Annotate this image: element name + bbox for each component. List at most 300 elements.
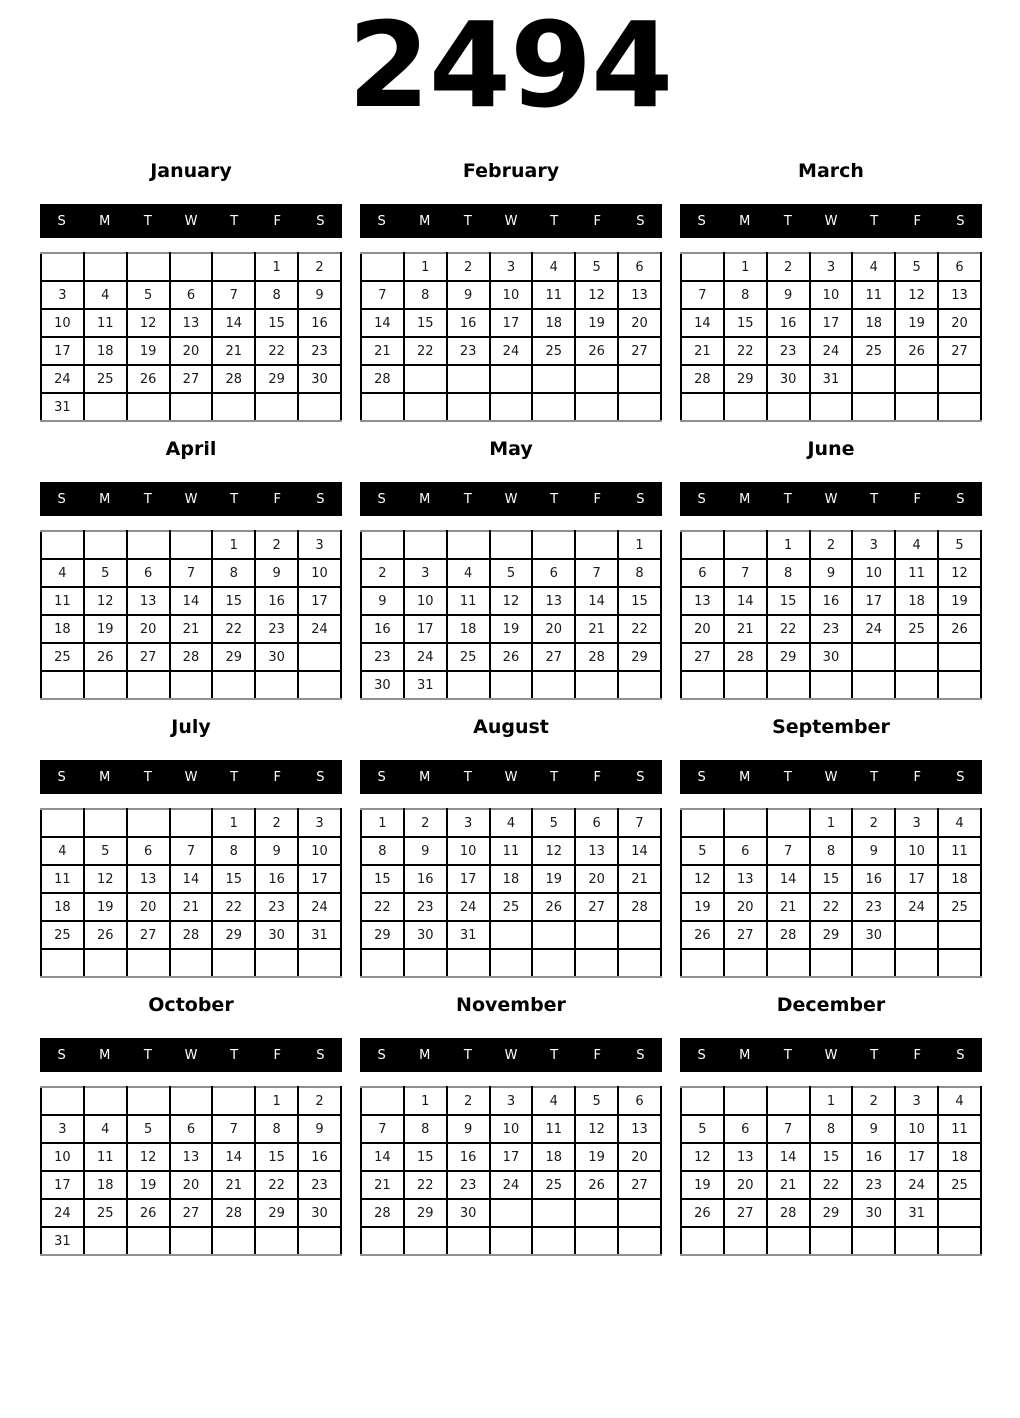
day-cell: 8 [255,281,298,309]
day-cell: 2 [404,809,447,837]
week-row [41,865,341,893]
year-title: 2494 [347,0,673,134]
day-cell: 27 [938,337,981,365]
day-cell: 25 [938,1171,981,1199]
day-cell: 13 [618,1115,661,1143]
day-cell [724,949,767,977]
day-cell [810,949,853,977]
weekday-label: T [870,213,879,229]
day-cell: 31 [810,365,853,393]
day-cell: 7 [618,809,661,837]
day-cell: 3 [852,531,895,559]
day-cell [724,809,767,837]
day-cell: 23 [810,615,853,643]
day-cell: 19 [127,1171,170,1199]
day-cell: 11 [447,587,490,615]
day-cell: 4 [938,809,981,837]
day-cell [127,393,170,421]
day-cell: 26 [575,337,618,365]
day-cell [41,253,84,281]
week-row [681,393,981,421]
day-cell: 14 [767,865,810,893]
day-cell: 21 [575,615,618,643]
month-title: April [165,438,217,460]
week-row [681,281,981,309]
day-cell [575,1227,618,1255]
week-row [681,587,981,615]
day-cell: 22 [810,893,853,921]
weekday-label: F [593,213,602,229]
week-row [41,337,341,365]
month-block [360,716,662,978]
day-cell: 10 [41,309,84,337]
day-cell: 10 [490,281,533,309]
day-cell: 20 [170,337,213,365]
day-cell [41,809,84,837]
weekday-label: W [504,213,518,229]
month-block [40,716,342,978]
weekday-label: T [550,769,559,785]
day-cell: 21 [724,615,767,643]
day-cell: 22 [255,1171,298,1199]
day-cell: 28 [767,921,810,949]
month-title: July [171,716,211,738]
day-cell [532,1199,575,1227]
day-cell: 8 [255,1115,298,1143]
day-cell: 30 [298,365,341,393]
week-row [41,643,341,671]
day-cell: 4 [895,531,938,559]
day-cell [895,1227,938,1255]
day-cell: 4 [852,253,895,281]
day-cell [575,671,618,699]
day-cell: 27 [532,643,575,671]
day-cell: 20 [618,309,661,337]
weekday-header-bar [360,1038,662,1072]
day-cell: 2 [852,1087,895,1115]
weekday-header-bar [680,204,982,238]
day-cell [724,671,767,699]
week-row [41,1087,341,1115]
day-cell [490,949,533,977]
day-cell: 26 [532,893,575,921]
day-cell [127,671,170,699]
day-cell: 17 [895,1143,938,1171]
day-cell: 28 [724,643,767,671]
day-cell [852,671,895,699]
day-cell [618,1199,661,1227]
day-cell [575,531,618,559]
day-cell: 1 [255,1087,298,1115]
day-cell: 16 [447,1143,490,1171]
day-cell: 17 [41,337,84,365]
day-cell: 5 [575,1087,618,1115]
day-cell: 3 [490,253,533,281]
day-cell: 9 [852,1115,895,1143]
day-cell: 3 [895,809,938,837]
weekday-label: M [739,1047,751,1063]
day-cell [298,393,341,421]
day-cell: 3 [41,281,84,309]
month-title: March [798,160,864,182]
day-cell: 17 [404,615,447,643]
day-cell: 14 [575,587,618,615]
week-row [41,253,341,281]
day-cell: 24 [404,643,447,671]
day-cell: 16 [361,615,404,643]
day-cell: 16 [810,587,853,615]
day-cell: 19 [681,893,724,921]
month-block [40,160,342,422]
day-cell: 15 [212,587,255,615]
day-cell: 24 [490,337,533,365]
day-cell: 25 [41,643,84,671]
day-cell: 29 [810,1199,853,1227]
day-cell: 18 [852,309,895,337]
day-cell: 23 [361,643,404,671]
week-row [41,365,341,393]
day-cell: 6 [724,1115,767,1143]
day-cell: 28 [212,1199,255,1227]
weekday-label: F [913,491,922,507]
day-cell: 2 [361,559,404,587]
week-row [361,921,661,949]
day-cell: 8 [212,559,255,587]
day-cell: 3 [41,1115,84,1143]
day-cell: 15 [212,865,255,893]
weekday-label: T [463,491,472,507]
weekday-label: S [316,769,325,785]
day-cell: 16 [447,309,490,337]
day-cell: 6 [618,253,661,281]
weekday-label: W [824,491,838,507]
day-cell [361,949,404,977]
day-cell [532,531,575,559]
day-cell: 4 [447,559,490,587]
day-cell: 16 [255,587,298,615]
week-row [41,671,341,699]
day-cell: 12 [681,1143,724,1171]
week-row [361,281,661,309]
day-cell [447,365,490,393]
day-cell [212,1227,255,1255]
day-cell [84,531,127,559]
day-cell: 12 [127,1143,170,1171]
day-cell [84,1087,127,1115]
day-cell [490,921,533,949]
day-cell: 15 [361,865,404,893]
week-row [41,393,341,421]
day-cell: 12 [938,559,981,587]
day-cell: 13 [681,587,724,615]
month-block [680,438,982,700]
week-row [361,1143,661,1171]
week-row [41,587,341,615]
week-row [41,1227,341,1255]
day-cell: 12 [681,865,724,893]
day-cell [532,1227,575,1255]
day-cell: 30 [852,921,895,949]
day-cell: 26 [84,921,127,949]
day-cell: 18 [938,1143,981,1171]
day-cell: 1 [361,809,404,837]
day-cell: 21 [170,615,213,643]
day-cell: 16 [852,865,895,893]
day-cell: 24 [41,1199,84,1227]
day-cell [895,949,938,977]
weekday-label: T [230,213,239,229]
week-row [681,809,981,837]
week-row [681,1087,981,1115]
month-days-table [680,252,982,422]
day-cell: 27 [127,643,170,671]
day-cell: 19 [127,337,170,365]
day-cell: 19 [938,587,981,615]
day-cell: 29 [361,921,404,949]
week-row [681,337,981,365]
day-cell: 30 [404,921,447,949]
day-cell [41,671,84,699]
week-row [41,531,341,559]
day-cell: 22 [255,337,298,365]
weekday-label: S [316,491,325,507]
week-row [681,1115,981,1143]
day-cell: 30 [810,643,853,671]
day-cell [404,393,447,421]
day-cell: 6 [127,559,170,587]
week-row [681,865,981,893]
day-cell [938,365,981,393]
day-cell [84,1227,127,1255]
day-cell: 24 [810,337,853,365]
day-cell [490,1199,533,1227]
day-cell: 26 [490,643,533,671]
week-row [681,949,981,977]
day-cell: 4 [41,559,84,587]
day-cell [810,393,853,421]
day-cell [938,1199,981,1227]
day-cell [298,1227,341,1255]
day-cell [170,253,213,281]
weekday-label: M [419,769,431,785]
day-cell: 1 [404,1087,447,1115]
month-block [360,160,662,422]
day-cell [618,671,661,699]
day-cell: 26 [127,365,170,393]
day-cell: 23 [298,337,341,365]
day-cell: 24 [490,1171,533,1199]
day-cell: 27 [127,921,170,949]
day-cell [895,643,938,671]
day-cell: 5 [490,559,533,587]
day-cell: 6 [127,837,170,865]
day-cell [447,1227,490,1255]
day-cell: 6 [681,559,724,587]
day-cell: 14 [767,1143,810,1171]
week-row [361,309,661,337]
day-cell [490,393,533,421]
weekday-label: T [143,213,152,229]
day-cell [490,365,533,393]
weekday-label: S [377,213,386,229]
weekday-label: F [593,491,602,507]
day-cell: 14 [170,865,213,893]
day-cell: 11 [938,837,981,865]
day-cell [127,531,170,559]
day-cell: 27 [618,1171,661,1199]
day-cell: 15 [255,309,298,337]
day-cell: 21 [212,337,255,365]
weekday-label: S [57,491,66,507]
day-cell: 9 [852,837,895,865]
day-cell: 28 [212,365,255,393]
day-cell: 21 [767,1171,810,1199]
day-cell: 10 [810,281,853,309]
weekday-label: M [419,1047,431,1063]
day-cell [681,949,724,977]
week-row [41,559,341,587]
day-cell: 12 [127,309,170,337]
week-row [361,253,661,281]
day-cell: 29 [724,365,767,393]
day-cell: 1 [255,253,298,281]
weekday-label: S [57,213,66,229]
weekday-label: M [739,491,751,507]
month-title: January [150,160,232,182]
day-cell [212,253,255,281]
month-title: February [462,160,560,182]
day-cell [618,1227,661,1255]
day-cell: 31 [41,1227,84,1255]
day-cell: 2 [852,809,895,837]
day-cell: 5 [895,253,938,281]
weekday-label: S [57,1047,66,1063]
day-cell: 13 [532,587,575,615]
weekday-label: S [697,213,706,229]
day-cell: 20 [618,1143,661,1171]
day-cell [212,671,255,699]
day-cell: 4 [938,1087,981,1115]
weekday-label: M [739,769,751,785]
month-block [680,160,982,422]
weekday-label: T [783,491,792,507]
day-cell: 24 [41,365,84,393]
day-cell [170,531,213,559]
day-cell: 1 [767,531,810,559]
day-cell: 9 [767,281,810,309]
day-cell: 8 [212,837,255,865]
month-block [360,438,662,700]
day-cell: 24 [895,1171,938,1199]
day-cell: 23 [447,337,490,365]
day-cell: 19 [575,1143,618,1171]
day-cell [255,949,298,977]
day-cell: 20 [127,615,170,643]
day-cell: 2 [447,253,490,281]
day-cell: 28 [361,365,404,393]
day-cell [298,671,341,699]
month-title: September [772,716,890,738]
day-cell: 10 [298,559,341,587]
day-cell [938,643,981,671]
day-cell [681,671,724,699]
day-cell: 7 [170,559,213,587]
day-cell: 1 [404,253,447,281]
day-cell: 7 [361,1115,404,1143]
day-cell: 22 [618,615,661,643]
day-cell: 7 [767,1115,810,1143]
day-cell: 9 [255,559,298,587]
day-cell: 25 [532,1171,575,1199]
day-cell: 18 [84,337,127,365]
day-cell [84,671,127,699]
weekday-label: T [870,1047,879,1063]
day-cell: 10 [490,1115,533,1143]
day-cell: 9 [255,837,298,865]
month-block [680,994,982,1256]
day-cell: 8 [810,1115,853,1143]
day-cell: 16 [404,865,447,893]
weekday-label: M [419,491,431,507]
weekday-label: W [504,491,518,507]
weekday-label: T [550,213,559,229]
weekday-label: S [636,1047,645,1063]
weekday-header-bar [680,1038,982,1072]
day-cell: 20 [681,615,724,643]
day-cell: 29 [255,365,298,393]
month-title: June [807,438,855,460]
month-title: October [148,994,234,1016]
weekday-header-bar [680,482,982,516]
day-cell [447,393,490,421]
day-cell [490,1227,533,1255]
day-cell: 15 [767,587,810,615]
weekday-label: M [739,213,751,229]
week-row [681,671,981,699]
month-title: November [456,994,566,1016]
week-row [681,1199,981,1227]
day-cell: 23 [852,893,895,921]
day-cell [127,253,170,281]
weekday-label: S [57,769,66,785]
day-cell: 19 [84,893,127,921]
day-cell: 30 [361,671,404,699]
day-cell: 28 [618,893,661,921]
day-cell: 20 [127,893,170,921]
day-cell [895,671,938,699]
month-days-table [40,530,342,700]
day-cell [127,1227,170,1255]
day-cell [361,1087,404,1115]
day-cell [255,1227,298,1255]
weekday-label: F [593,1047,602,1063]
week-row [361,587,661,615]
day-cell: 1 [810,1087,853,1115]
week-row [41,1171,341,1199]
week-row [361,1115,661,1143]
day-cell: 9 [298,1115,341,1143]
day-cell [532,393,575,421]
day-cell [490,671,533,699]
day-cell: 19 [575,309,618,337]
week-row [681,837,981,865]
day-cell [895,393,938,421]
weekday-label: S [697,1047,706,1063]
day-cell: 12 [84,587,127,615]
day-cell: 29 [810,921,853,949]
week-row [361,643,661,671]
day-cell: 17 [298,865,341,893]
